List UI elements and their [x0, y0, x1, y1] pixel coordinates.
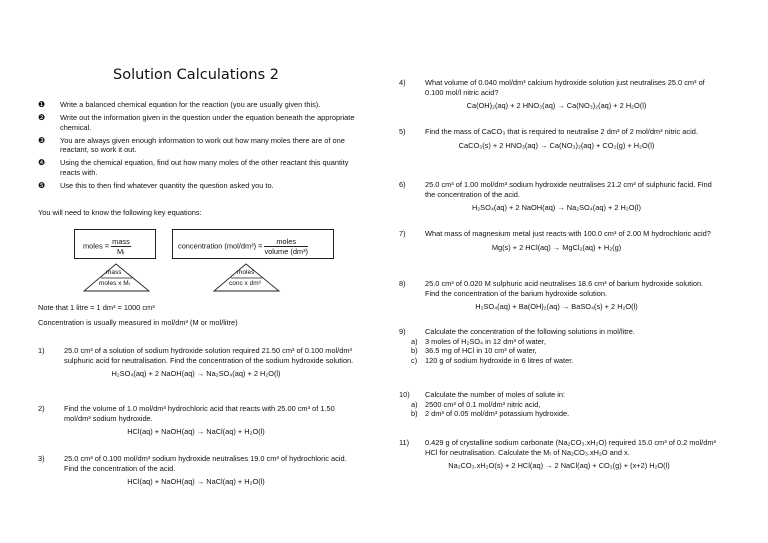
step-number: ❶ — [38, 100, 46, 109]
question-text: What volume of 0.040 mol/dm³ calcium hydroxide solution just neutralises 25.0 cm³ of 0.100 mol/l nitric acid? — [425, 78, 705, 97]
chemical-equation: Ca(OH)₂(aq) + 2 HNO₃(aq) → Ca(NO₃)₂(aq) + 2 H₂O(l) — [466, 101, 647, 111]
question-9 — [399, 327, 714, 365]
sub-question-label: a) — [411, 399, 418, 409]
moles-mass-equation-box — [74, 229, 156, 259]
method-step — [38, 158, 364, 177]
key-equations-intro: You will need to know the following key equations: — [38, 208, 202, 217]
mass-over-mr-fraction — [111, 237, 131, 256]
question-number: 3) — [38, 454, 45, 463]
triangle-moles-top: moles — [237, 269, 255, 276]
method-steps — [38, 100, 364, 194]
question-text: 25.0 cm³ of 0.020 M sulphuric acid neutralises 18.6 cm³ of barium hydroxide solution. Find the concentration of the barium hydroxide solution. — [425, 279, 704, 298]
question-number: 1) — [38, 346, 45, 355]
question-1 — [38, 346, 354, 379]
triangle-moles-bottom: conc x dm³ — [229, 280, 261, 287]
question-text: Find the mass of CaCO₃ that is required to neutralise 2 dm³ of 2 mol/dm³ nitric acid. — [425, 127, 698, 136]
method-step — [38, 100, 364, 110]
question-2 — [38, 404, 354, 437]
chemical-equation: HCl(aq) + NaOH(aq) → NaCl(aq) + H₂O(l) — [127, 427, 265, 437]
question-number: 7) — [399, 229, 406, 238]
question-7 — [399, 229, 714, 252]
sub-question-label: b) — [411, 346, 418, 356]
triangle-mass-bottom: moles x Mᵣ — [99, 280, 131, 287]
question-text: Find the volume of 1.0 mol/dm³ hydrochloric acid that reacts with 25.00 cm³ of 1.50 mol/dm³ sodium hydroxide. — [64, 404, 335, 423]
question-number: 11) — [399, 438, 410, 447]
question-text: 25.0 cm³ of 0.100 mol/dm³ sodium hydroxide neutralises 19.0 cm³ of hydrochloric acid. Find the concentration of the acid. — [64, 454, 347, 473]
question-10 — [399, 390, 714, 419]
question-number: 9) — [399, 327, 406, 336]
method-step — [38, 181, 364, 191]
sub-question-label: b) — [411, 409, 418, 419]
step-text: Use this to then find whatever quantity the question asked you to. — [60, 181, 274, 191]
step-text: Write a balanced chemical equation for the reaction (you are usually given this). — [60, 100, 321, 109]
question-number: 4) — [399, 78, 406, 87]
step-number: ❺ — [38, 181, 46, 191]
chemical-equation: HCl(aq) + NaOH(aq) → NaCl(aq) + H₂O(l) — [127, 477, 265, 487]
question-text: 25.0 cm³ of 1.00 mol/dm³ sodium hydroxide neutralises 21.2 cm³ of sulphuric facid. Find the concentration of the acid. — [425, 180, 712, 199]
question-number: 10) — [399, 390, 410, 399]
litre-note: Note that 1 litre = 1 dm³ = 1000 cm³ — [38, 303, 155, 312]
question-11 — [399, 438, 719, 471]
sub-question-text: 3 moles of H₂SO₄ in 12 dm³ of water, — [425, 336, 546, 346]
page-title: Solution Calculations 2 — [113, 67, 279, 83]
sub-question — [411, 400, 714, 410]
sub-question — [411, 409, 714, 419]
step-number: ❷ — [38, 113, 46, 123]
sub-question — [411, 346, 714, 356]
sub-question-label: a) — [411, 336, 418, 346]
fraction-numerator: moles — [264, 237, 308, 247]
chemical-equation: Na₂CO₃.xH₂O(s) + 2 HCl(aq) → 2 NaCl(aq) + CO₂(g) + (x+2) H₂O(l) — [448, 461, 670, 471]
sub-question-label: c) — [411, 355, 418, 365]
fraction-numerator: mass — [112, 237, 130, 246]
step-number: ❹ — [38, 158, 46, 168]
method-step — [38, 113, 364, 132]
sub-question-text: 120 g of sodium hydroxide in 6 litres of water. — [425, 355, 574, 365]
sub-question — [411, 356, 714, 366]
question-text: 25.0 cm³ of a solution of sodium hydroxide solution required 21.50 cm³ of 0.100 mol/dm³ sulphuric acid for neutralisation. Find the concentration of the sodium hydroxide solution. — [64, 346, 354, 365]
fraction-denominator: Mᵣ — [117, 247, 125, 256]
formula-triangles — [80, 262, 350, 294]
question-text: What mass of magnesium metal just reacts with 100.0 cm³ of 2.00 M hydrochloric acid? — [425, 229, 711, 238]
chemical-equation: H₂SO₄(aq) + Ba(OH)₂(aq) → BaSO₄(s) + 2 H₂O(l) — [475, 302, 638, 312]
moles-over-volume-fraction — [264, 237, 308, 256]
question-8 — [399, 279, 714, 312]
concentration-note: Concentration is usually measured in mol/dm³ (M or mol/litre) — [38, 318, 238, 327]
sub-question — [411, 337, 714, 347]
triangle-mass-top: mass — [106, 269, 122, 276]
chemical-equation: CaCO₃(s) + 2 HNO₃(aq) → Ca(NO₃)₂(aq) + CO₂(g) + H₂O(l) — [458, 140, 655, 150]
concentration-equation-box — [172, 229, 334, 259]
question-text: Calculate the concentration of the following solutions in mol/litre. — [425, 327, 635, 336]
question-4 — [399, 78, 714, 111]
question-5 — [399, 127, 714, 150]
step-text: Using the chemical equation, find out how many moles of the other reactant this quantity reacts with. — [60, 158, 349, 178]
question-number: 8) — [399, 279, 406, 288]
chemical-equation: Mg(s) + 2 HCl(aq) → MgCl₂(aq) + H₂(g) — [491, 242, 622, 252]
method-step — [38, 136, 364, 155]
sub-question-text: 36.5 mg of HCl in 10 cm³ of water, — [425, 346, 537, 356]
chemical-equation: H₂SO₄(aq) + 2 NaOH(aq) → Na₂SO₄(aq) + 2 H₂O(l) — [471, 203, 642, 213]
chemical-equation: H₂SO₄(aq) + 2 NaOH(aq) → Na₂SO₄(aq) + 2 H₂O(l) — [111, 369, 281, 379]
question-number: 6) — [399, 180, 406, 189]
question-text: 0.429 g of crystalline sodium carbonate (Na₂CO₃.xH₂O) required 15.0 cm³ of 0.2 mol/dm³ HCl for neutralisation. Calculate the Mᵣ of Na₂CO₃.xH₂O and x. — [425, 438, 716, 457]
fraction-denominator: volume (dm³) — [264, 247, 309, 256]
question-6 — [399, 180, 714, 213]
step-text: You are always given enough information to work out how many moles there are of one reactant, so work it out. — [60, 135, 345, 155]
step-text: Write out the information given in the question under the equation beneath the appropriate chemical. — [60, 113, 355, 132]
question-number: 5) — [399, 127, 406, 136]
sub-question-text: 2500 cm³ of 0.1 mol/dm³ nitric acid, — [425, 399, 541, 409]
question-3 — [38, 454, 354, 487]
question-text: Calculate the number of moles of solute in: — [425, 390, 566, 399]
equation-lhs: moles = — [83, 241, 110, 251]
step-number: ❸ — [38, 135, 46, 145]
question-number: 2) — [38, 404, 45, 413]
sub-question-text: 2 dm³ of 0.05 mol/dm³ potassium hydroxide. — [425, 409, 570, 419]
equation-lhs: concentration (mol/dm³) = — [178, 241, 263, 251]
